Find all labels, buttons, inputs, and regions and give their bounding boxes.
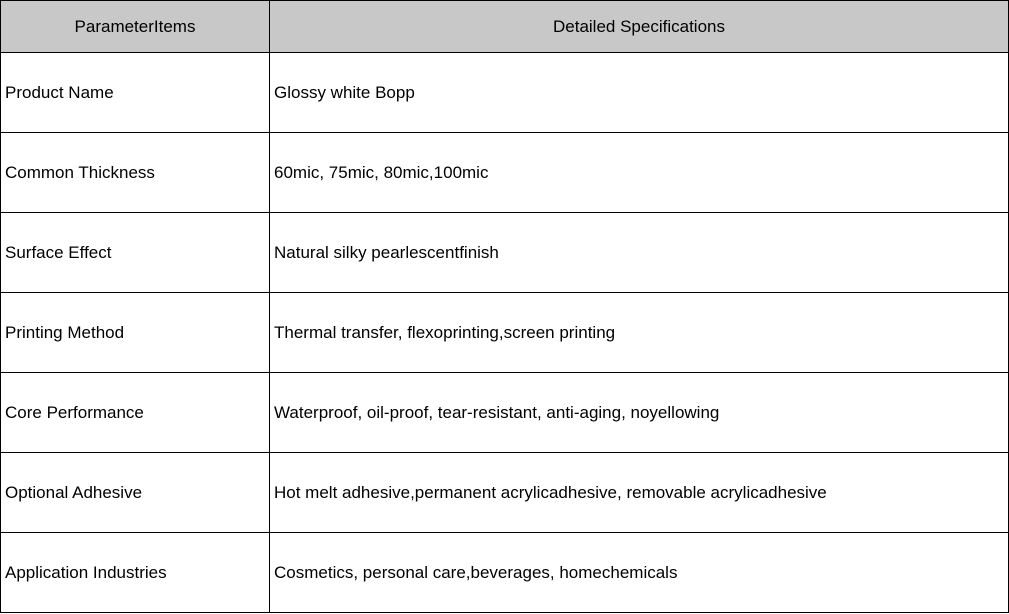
specification-cell: Waterproof, oil-proof, tear-resistant, anti-aging, noyellowing (270, 373, 1009, 453)
parameter-cell: Optional Adhesive (1, 453, 270, 533)
specification-cell: Cosmetics, personal care,beverages, homechemicals (270, 533, 1009, 613)
specification-cell: Hot melt adhesive,permanent acrylicadhesive, removable acrylicadhesive (270, 453, 1009, 533)
header-row (1, 1, 1009, 53)
table-row (1, 373, 1009, 453)
table-row (1, 213, 1009, 293)
parameter-cell: Surface Effect (1, 213, 270, 293)
specification-cell: Glossy white Bopp (270, 53, 1009, 133)
parameter-cell: Printing Method (1, 293, 270, 373)
header-parameter-items: ParameterItems (1, 1, 270, 53)
parameter-cell: Product Name (1, 53, 270, 133)
table-row (1, 293, 1009, 373)
table-row (1, 53, 1009, 133)
parameter-cell: Core Performance (1, 373, 270, 453)
table-header (1, 1, 1009, 53)
table-row (1, 453, 1009, 533)
specification-cell: Thermal transfer, flexoprinting,screen printing (270, 293, 1009, 373)
header-detailed-specifications: Detailed Specifications (270, 1, 1009, 53)
specification-cell: Natural silky pearlescentfinish (270, 213, 1009, 293)
specification-cell: 60mic, 75mic, 80mic,100mic (270, 133, 1009, 213)
parameter-cell: Application Industries (1, 533, 270, 613)
table-row (1, 133, 1009, 213)
table-row (1, 533, 1009, 613)
parameter-cell: Common Thickness (1, 133, 270, 213)
table-body (1, 53, 1009, 613)
